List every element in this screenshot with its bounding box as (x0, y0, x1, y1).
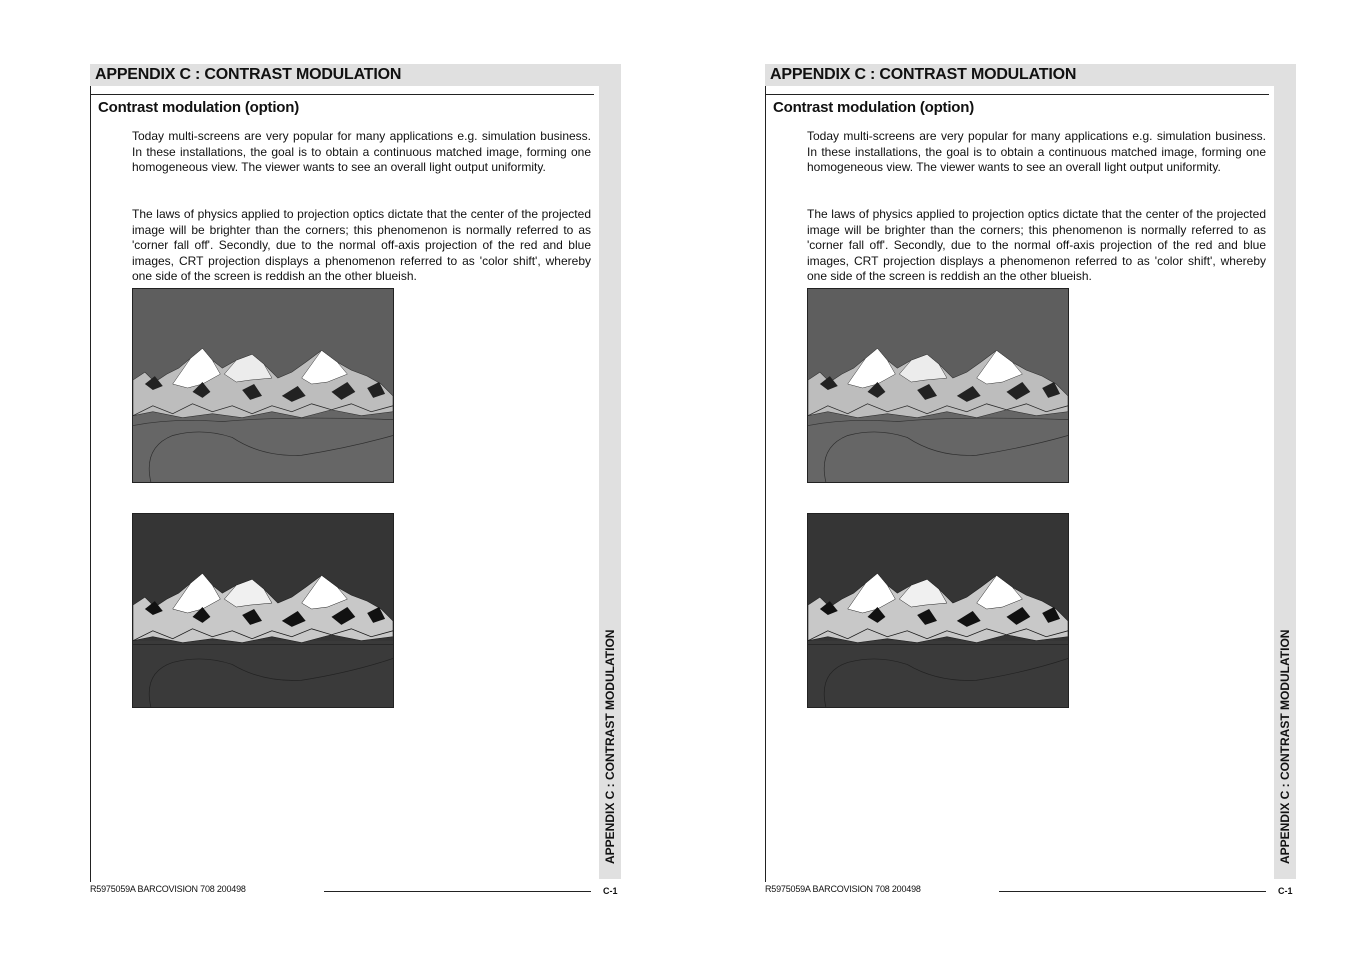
mountain-image-dark (132, 513, 394, 708)
paragraph-intro: Today multi-screens are very popular for many applications e.g. simulation business. In these installations, the goal is to obtain a continuous matched image, forming one homogeneous view. The viewer wants to see an overall light output uniformity. (132, 129, 591, 174)
header-title: APPENDIX C : CONTRAST MODULATION (770, 66, 1077, 83)
frame-top-rule (90, 94, 594, 95)
header-band (765, 64, 1296, 86)
side-tab-label: APPENDIX C : CONTRAST MODULATION (603, 629, 617, 864)
frame-left-rule (90, 86, 91, 882)
paragraph-physics: The laws of physics applied to projection optics dictate that the center of the projected image will be brighter than the corners; this phenomenon is normally referred to as 'corner fall off'. Secondly, due to the normal off-axis projection of the red and blue images, CRT projection displays a phenomenon referred to as 'color shift', whereby one side of the screen is reddish an the other blueish. (807, 207, 1266, 283)
manual-page-right (765, 0, 1325, 954)
frame-left-rule (765, 86, 766, 882)
footer-rule (324, 891, 591, 892)
section-title: Contrast modulation (option) (98, 99, 300, 116)
page-number: C-1 (603, 886, 618, 896)
footer-reference: R5975059A BARCOVISION 708 200498 (90, 884, 246, 894)
mountain-image-bright (132, 288, 394, 483)
page-number: C-1 (1278, 886, 1293, 896)
manual-page-left (90, 0, 650, 954)
section-title: Contrast modulation (option) (773, 99, 975, 116)
paragraph-intro: Today multi-screens are very popular for many applications e.g. simulation business. In these installations, the goal is to obtain a continuous matched image, forming one homogeneous view. The viewer wants to see an overall light output uniformity. (807, 129, 1266, 174)
footer-rule (999, 891, 1266, 892)
mountain-image-bright (807, 288, 1069, 483)
frame-top-rule (765, 94, 1269, 95)
footer-reference: R5975059A BARCOVISION 708 200498 (765, 884, 921, 894)
paragraph-physics: The laws of physics applied to projection optics dictate that the center of the projected image will be brighter than the corners; this phenomenon is normally referred to as 'corner fall off'. Secondly, due to the normal off-axis projection of the red and blue images, CRT projection displays a phenomenon referred to as 'color shift', whereby one side of the screen is reddish an the other blueish. (132, 207, 591, 283)
mountain-image-dark (807, 513, 1069, 708)
header-title: APPENDIX C : CONTRAST MODULATION (95, 66, 402, 83)
side-tab-label: APPENDIX C : CONTRAST MODULATION (1278, 629, 1292, 864)
header-band (90, 64, 621, 86)
